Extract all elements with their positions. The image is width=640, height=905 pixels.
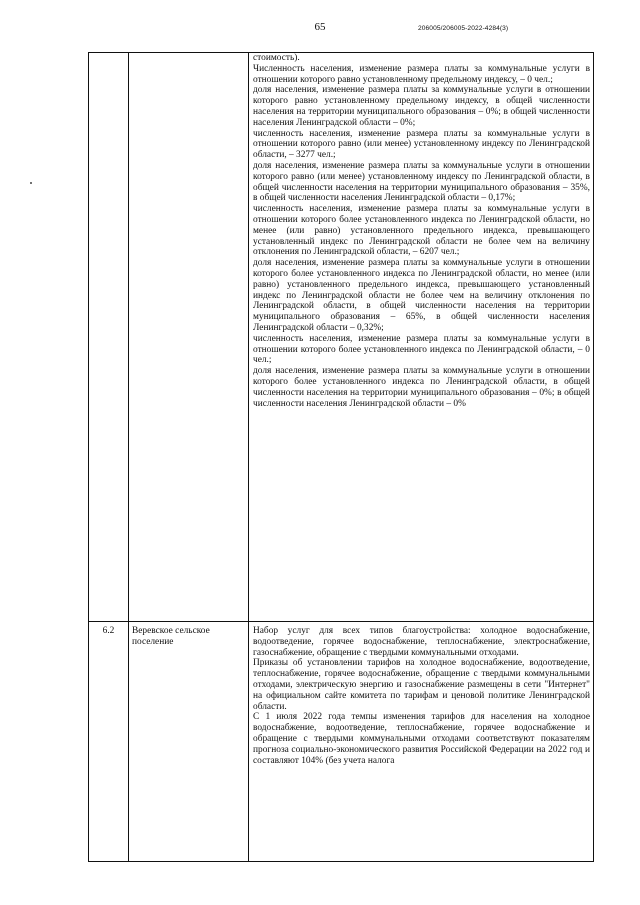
description-paragraph: доля населения, изменение размера платы за коммунальные услуги в отношении которого более установленного индекса по Ленинградской области, но менее (или равно) установленного предельного индекса, превышающего установленный индекс по Ленинградской области не более чем на величину отклонения по Ленинградской области, в общей численности населения на территории муниципального образования – 65%, в общей численности населения Ленинградской области – 0,32%; — [253, 258, 590, 333]
description-paragraph: Приказы об установлении тарифов на холодное водоснабжение, водоотведение, теплоснабжение, горячее водоснабжение, обращение с твердыми коммунальными отходами, электрическую энергию и газоснабжение размещены в сети "Интернет" на официальном сайте комитета по тарифам и ценовой политике Ленинградской области. — [253, 658, 590, 712]
page-number: 65 — [314, 21, 326, 33]
table-row — [89, 53, 594, 622]
document-table — [88, 52, 594, 862]
description-paragraph: Набор услуг для всех типов благоустройства: холодное водоснабжение, водоотведение, горячее водоснабжение, теплоснабжение, электроснабжение, газоснабжение, обращение с твердыми коммунальными отходами. — [253, 626, 590, 658]
margin-mark — [30, 182, 32, 184]
row-description-cell — [249, 53, 594, 622]
row-number-cell: 6.2 — [89, 622, 129, 862]
table-row — [89, 622, 594, 862]
description-paragraph: доля населения, изменение размера платы за коммунальные услуги в отношении которого равно (или менее) установленному индексу по Ленинградской области, в общей численности населения на территории муниципального образования – 35%, в общей численности населения Ленинградской области – 0,17%; — [253, 160, 590, 204]
description-paragraph: Численность населения, изменение размера платы за коммунальные услуги в отношении которого равно установленному предельному индексу, – 0 чел.; — [253, 63, 590, 85]
description-paragraph: С 1 июля 2022 года темпы изменения тарифов для населения на холодное водоснабжение, водоотведение, теплоснабжение, горячее водоснабжение и обращение с твердыми коммунальными отходами соответствуют показателям прогноза социально-экономического развития Российской Федерации на 2022 год и составляют 104% (без учета налога — [253, 712, 590, 766]
description-paragraph: стоимость). — [253, 53, 300, 63]
description-paragraph: доля населения, изменение размера платы за коммунальные услуги в отношении которого равно установленному предельному индексу, в общей численности населения на территории муниципального образования – 0%; в общей численности населения Ленинградской области – 0%; — [253, 85, 590, 128]
description-paragraph: численность населения, изменение размера платы за коммунальные услуги в отношении которого более установленного индекса по Ленинградской области, – 0 чел.; — [253, 333, 590, 366]
row-name-cell: Веревское сельское поселение — [129, 622, 249, 862]
row-name-cell — [129, 53, 249, 622]
document-id: 206005/206005-2022-4284(3) — [418, 25, 509, 32]
description-paragraph: численность населения, изменение размера платы за коммунальные услуги в отношении которого равно (или менее) установленному индексу по Ленинградской области, – 3277 чел.; — [253, 128, 590, 161]
description-paragraph: численность населения, изменение размера платы за коммунальные услуги в отношении которого более установленного индекса по Ленинградской области, но менее (или равно) установленного предельного индекса, превышающего установленный индекс по Ленинградской области не более чем на величину отклонения по Ленинградской области, – 6207 чел.; — [253, 204, 590, 258]
row-description-cell — [249, 622, 594, 862]
description-paragraph: доля населения, изменение размера платы за коммунальные услуги в отношении которого более установленного индекса по Ленинградской области, в общей численности населения на территории муниципального образования – 0%; в общей численности населения Ленинградской области – 0% — [253, 366, 590, 409]
row-number-cell — [89, 53, 129, 622]
